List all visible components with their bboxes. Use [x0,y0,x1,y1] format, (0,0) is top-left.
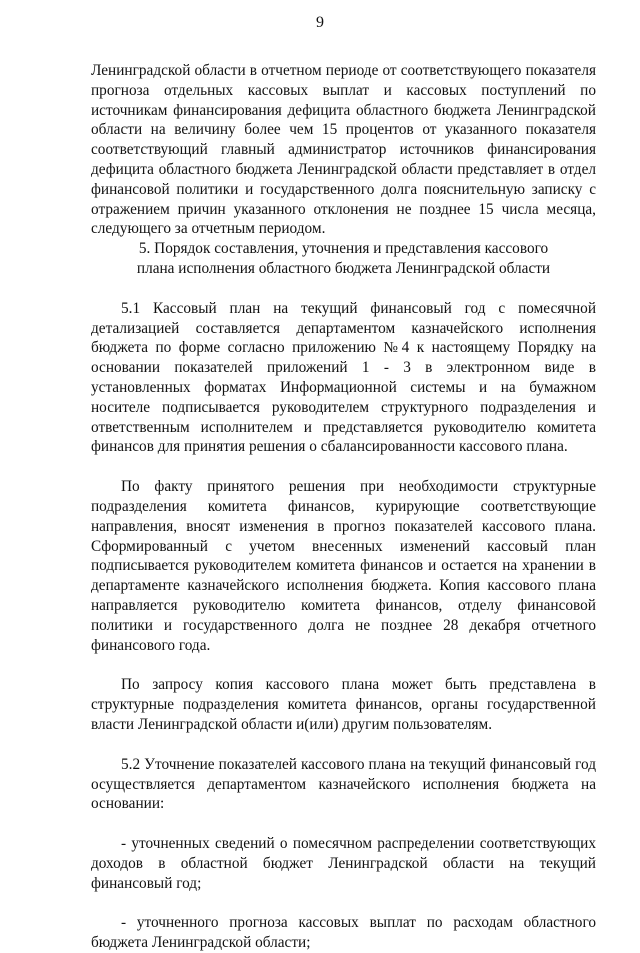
list-item-expenses: - уточненного прогноза кассовых выплат по расходам областного бюджета Ленинградской области; [91,914,596,952]
page-number: 9 [316,14,324,31]
paragraph-continuation: Ленинградской области в отчетном периоде от соответствующего показателя прогноза отдельных кассовых выплат и кассовых поступлений по источникам финансирования дефицита областного бюджета Ленинградской области на величину более чем 15 процентов от указанного показателя соответствующий главный администратор источников финансирования дефицита областного бюджета Ленинградской области представляет в отдел финансовой политики и государственного долга пояснительную записку с отражением причин указанного отклонения не позднее 15 числа месяца, следующего за отчетным периодом. [91,62,596,238]
paragraph-request: По запросу копия кассового плана может быть представлена в структурные подразделения комитета финансов, органы государственной власти Ленинградской области и(или) другим пользователям. [91,676,596,733]
section-heading-line-2: плана исполнения областного бюджета Ленинградской области [136,259,551,277]
page-content [91,61,596,953]
paragraph-decision: По факту принятого решения при необходимости структурные подразделения комитета финансов, курирующие соответствующие направления, вносят изменения в прогноз показателей кассового плана. Сформированный с учетом внесенных изменений кассовый план подписывается руководителем комитета финансов и остается на хранении в департаменте казначейского исполнения бюджета. Копия кассового плана направляется руководителю комитета финансов, отделу финансовой политики и государственного долга не позднее 28 декабря отчетного финансового года. [91,478,596,654]
paragraph-5-2: 5.2 Уточнение показателей кассового плана на текущий финансовый год осуществляется департаментом казначейского исполнения бюджета на основании: [91,755,596,813]
section-heading-line-1: 5. Порядок составления, уточнения и представления кассового [138,240,549,258]
list-item-revenue: - уточненных сведений о помесячном распределении соответствующих доходов в областной бюджет Ленинградской области на текущий финансовый год; [91,835,596,892]
paragraph-5-1: 5.1 Кассовый план на текущий финансовый год с помесячной детализацией составляется департаментом казначейского исполнения бюджета по форме согласно приложению №4 к настоящему Порядку на основании показателей приложений 1 - 3 в электронном виде в установленных форматах Информационной системы и на бумажном носителе подписывается руководителем структурного подразделения и ответственным исполнителем и представляется руководителю комитета финансов для принятия решения о сбалансированности кассового плана. [91,299,596,456]
section-heading [91,239,596,279]
